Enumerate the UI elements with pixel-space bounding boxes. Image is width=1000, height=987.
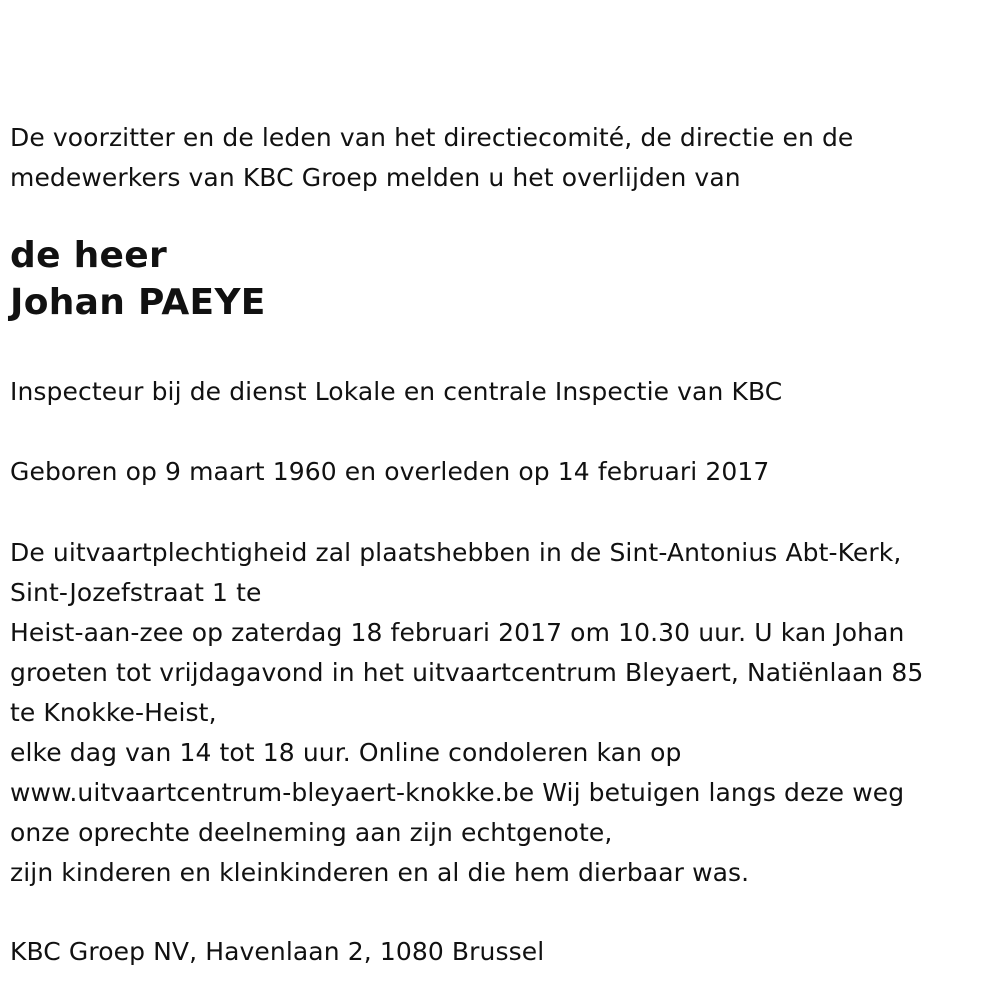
funeral-line: www.uitvaartcentrum-bleyaert-knokke.be Wij betuigen langs deze weg: [10, 778, 905, 807]
intro-line: De voorzitter en de leden van het directiecomité, de directie en de: [10, 123, 854, 152]
job-title-paragraph: [10, 372, 995, 412]
intro-line: medewerkers van KBC Groep melden u het overlijden van: [10, 163, 741, 192]
deceased-heading: [10, 232, 266, 326]
deceased-name: Johan PAEYE: [10, 282, 266, 323]
funeral-line: te Knokke-Heist,: [10, 698, 217, 727]
funeral-line: De uitvaartplechtigheid zal plaatshebben in de Sint-Antonius Abt-Kerk,: [10, 538, 902, 567]
job-title: Inspecteur bij de dienst Lokale en centrale Inspectie van KBC: [10, 377, 783, 406]
funeral-line: Sint-Jozefstraat 1 te: [10, 578, 262, 607]
company-address: KBC Groep NV, Havenlaan 2, 1080 Brussel: [10, 937, 545, 966]
funeral-line: Heist-aan-zee op zaterdag 18 februari 2017 om 10.30 uur. U kan Johan: [10, 618, 905, 647]
funeral-line: elke dag van 14 tot 18 uur. Online condoleren kan op: [10, 738, 682, 767]
funeral-line: groeten tot vrijdagavond in het uitvaartcentrum Bleyaert, Natiënlaan 85: [10, 658, 924, 687]
footer-paragraph: [10, 932, 995, 972]
intro-paragraph: [10, 118, 995, 198]
funeral-line: onze oprechte deelneming aan zijn echtgenote,: [10, 818, 613, 847]
funeral-line: zijn kinderen en kleinkinderen en al die hem dierbaar was.: [10, 858, 750, 887]
life-dates-paragraph: [10, 452, 995, 492]
funeral-details-paragraph: [10, 533, 995, 893]
life-dates: Geboren op 9 maart 1960 en overleden op 14 februari 2017: [10, 457, 770, 486]
salutation: de heer: [10, 235, 168, 276]
